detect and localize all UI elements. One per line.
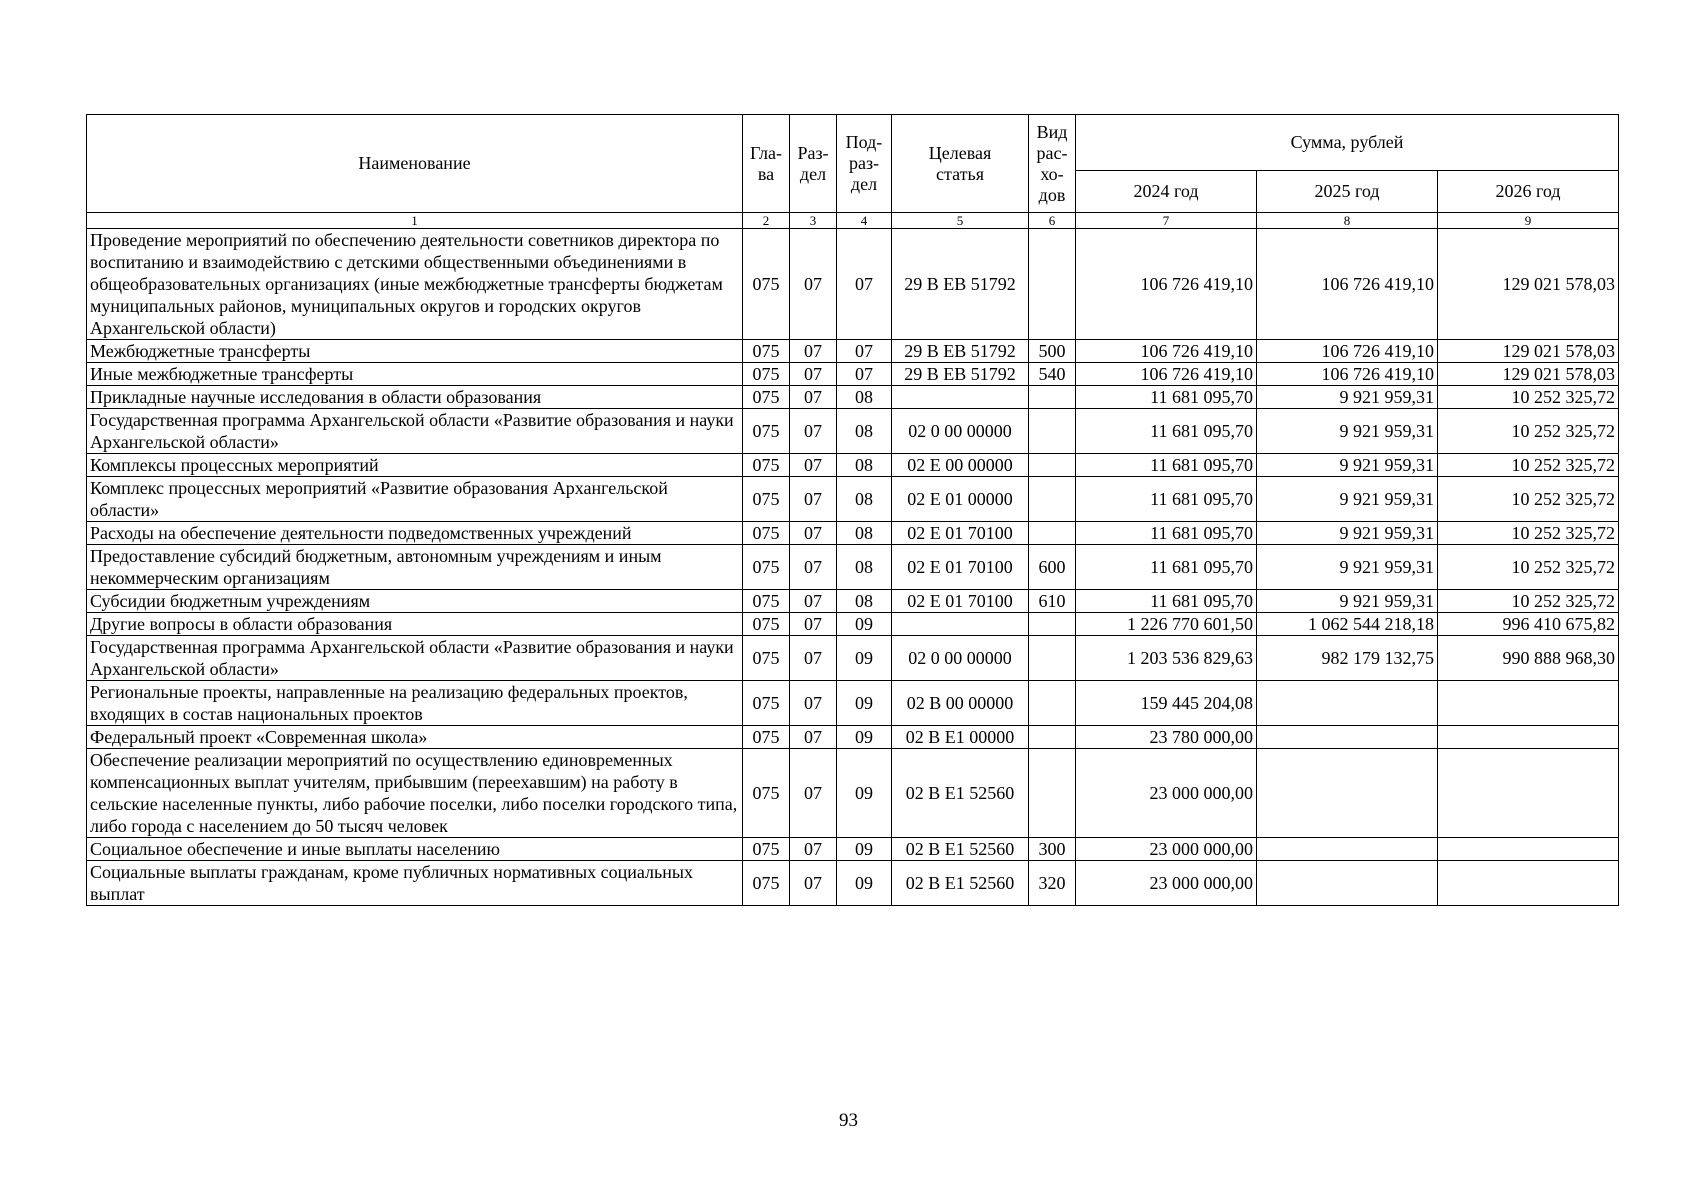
row-amount-2024-cell: 11 681 095,70: [1076, 454, 1257, 477]
row-vid-rashodov-cell: [1029, 636, 1076, 681]
row-name-cell: Проведение мероприятий по обеспечению деятельности советников директора по воспитанию и взаимодействию с детскими общественными объединениями в общеобразовательных организациях (иные межбюджетные трансферты бюджетам муниципальных районов, муниципальных округов и городских округов Архангельской области): [87, 229, 743, 340]
table-row: [87, 340, 1619, 363]
row-amount-2026-cell: 10 252 325,72: [1438, 409, 1619, 454]
row-amount-2026-cell: [1438, 861, 1619, 906]
row-name-cell: Государственная программа Архангельской области «Развитие образования и науки Архангельской области»: [87, 409, 743, 454]
column-number: 2: [743, 213, 790, 229]
row-celevaya-statya-cell: 02 В Е1 00000: [892, 726, 1029, 749]
row-amount-2024-cell: 106 726 419,10: [1076, 363, 1257, 386]
row-amount-2025-cell: 982 179 132,75: [1257, 636, 1438, 681]
row-amount-2025-cell: [1257, 861, 1438, 906]
row-celevaya-statya-cell: 29 В ЕВ 51792: [892, 229, 1029, 340]
row-vid-rashodov-cell: 500: [1029, 340, 1076, 363]
header-2026: 2026 год: [1438, 171, 1619, 213]
row-name-cell: Комплексы процессных мероприятий: [87, 454, 743, 477]
row-amount-2024-cell: 106 726 419,10: [1076, 340, 1257, 363]
row-celevaya-statya-cell: 02 Е 01 70100: [892, 545, 1029, 590]
row-celevaya-statya-cell: 29 В ЕВ 51792: [892, 363, 1029, 386]
column-number: 4: [837, 213, 892, 229]
row-podrazdel-cell: 09: [837, 636, 892, 681]
row-razdel-cell: 07: [790, 590, 837, 613]
row-vid-rashodov-cell: 320: [1029, 861, 1076, 906]
column-number: 7: [1076, 213, 1257, 229]
row-glava-cell: 075: [743, 477, 790, 522]
row-podrazdel-cell: 09: [837, 861, 892, 906]
row-name-cell: Расходы на обеспечение деятельности подведомственных учреждений: [87, 522, 743, 545]
row-amount-2024-cell: 23 000 000,00: [1076, 749, 1257, 838]
row-celevaya-statya-cell: 02 В 00 00000: [892, 681, 1029, 726]
row-razdel-cell: 07: [790, 545, 837, 590]
row-razdel-cell: 07: [790, 749, 837, 838]
row-amount-2026-cell: 129 021 578,03: [1438, 340, 1619, 363]
row-razdel-cell: 07: [790, 613, 837, 636]
row-razdel-cell: 07: [790, 454, 837, 477]
column-number: 3: [790, 213, 837, 229]
table-row: [87, 838, 1619, 861]
row-vid-rashodov-cell: [1029, 613, 1076, 636]
table-row: [87, 636, 1619, 681]
row-vid-rashodov-cell: [1029, 454, 1076, 477]
row-amount-2025-cell: [1257, 838, 1438, 861]
table-body: [87, 229, 1619, 906]
row-glava-cell: 075: [743, 726, 790, 749]
table-row: [87, 726, 1619, 749]
row-vid-rashodov-cell: 540: [1029, 363, 1076, 386]
row-name-cell: Другие вопросы в области образования: [87, 613, 743, 636]
row-amount-2026-cell: 10 252 325,72: [1438, 590, 1619, 613]
row-glava-cell: 075: [743, 386, 790, 409]
row-amount-2024-cell: 11 681 095,70: [1076, 409, 1257, 454]
row-celevaya-statya-cell: [892, 613, 1029, 636]
row-amount-2025-cell: 9 921 959,31: [1257, 409, 1438, 454]
column-number: 1: [87, 213, 743, 229]
row-podrazdel-cell: 09: [837, 681, 892, 726]
row-amount-2025-cell: 106 726 419,10: [1257, 363, 1438, 386]
row-razdel-cell: 07: [790, 522, 837, 545]
row-glava-cell: 075: [743, 340, 790, 363]
row-podrazdel-cell: 09: [837, 613, 892, 636]
row-name-cell: Иные межбюджетные трансферты: [87, 363, 743, 386]
header-2024: 2024 год: [1076, 171, 1257, 213]
row-amount-2026-cell: [1438, 838, 1619, 861]
row-vid-rashodov-cell: 610: [1029, 590, 1076, 613]
row-razdel-cell: 07: [790, 409, 837, 454]
header-vid-rashodov: Вид рас- хо- дов: [1029, 115, 1076, 213]
row-celevaya-statya-cell: 02 Е 01 70100: [892, 522, 1029, 545]
header-name: Наименование: [87, 115, 743, 213]
row-amount-2025-cell: 9 921 959,31: [1257, 454, 1438, 477]
column-number: 8: [1257, 213, 1438, 229]
row-vid-rashodov-cell: 300: [1029, 838, 1076, 861]
row-vid-rashodov-cell: [1029, 726, 1076, 749]
row-celevaya-statya-cell: 02 В Е1 52560: [892, 861, 1029, 906]
budget-table: [86, 114, 1619, 906]
row-podrazdel-cell: 08: [837, 545, 892, 590]
row-razdel-cell: 07: [790, 681, 837, 726]
row-razdel-cell: 07: [790, 386, 837, 409]
row-podrazdel-cell: 08: [837, 477, 892, 522]
row-celevaya-statya-cell: 29 В ЕВ 51792: [892, 340, 1029, 363]
row-podrazdel-cell: 08: [837, 409, 892, 454]
row-vid-rashodov-cell: [1029, 229, 1076, 340]
row-razdel-cell: 07: [790, 477, 837, 522]
row-glava-cell: 075: [743, 838, 790, 861]
table-row: [87, 681, 1619, 726]
row-amount-2026-cell: [1438, 726, 1619, 749]
row-amount-2025-cell: [1257, 726, 1438, 749]
row-vid-rashodov-cell: [1029, 386, 1076, 409]
table-row: [87, 363, 1619, 386]
row-celevaya-statya-cell: 02 В Е1 52560: [892, 838, 1029, 861]
table-row: [87, 386, 1619, 409]
row-glava-cell: 075: [743, 613, 790, 636]
header-celevaya-statya: Целевая статья: [892, 115, 1029, 213]
table-row: [87, 590, 1619, 613]
header-podrazdel: Под- раз- дел: [837, 115, 892, 213]
column-number: 9: [1438, 213, 1619, 229]
column-numbers-row: [87, 213, 1619, 229]
row-podrazdel-cell: 07: [837, 229, 892, 340]
header-2025: 2025 год: [1257, 171, 1438, 213]
table-row: [87, 613, 1619, 636]
row-podrazdel-cell: 09: [837, 726, 892, 749]
table-row: [87, 545, 1619, 590]
row-amount-2024-cell: 23 000 000,00: [1076, 861, 1257, 906]
page-number: 93: [839, 1110, 858, 1131]
table-row: [87, 749, 1619, 838]
row-podrazdel-cell: 08: [837, 522, 892, 545]
row-amount-2025-cell: [1257, 749, 1438, 838]
row-amount-2025-cell: 9 921 959,31: [1257, 522, 1438, 545]
row-razdel-cell: 07: [790, 229, 837, 340]
row-amount-2024-cell: 23 780 000,00: [1076, 726, 1257, 749]
table-row: [87, 477, 1619, 522]
row-vid-rashodov-cell: [1029, 477, 1076, 522]
row-amount-2025-cell: 9 921 959,31: [1257, 590, 1438, 613]
row-podrazdel-cell: 07: [837, 363, 892, 386]
row-vid-rashodov-cell: 600: [1029, 545, 1076, 590]
row-celevaya-statya-cell: 02 0 00 00000: [892, 636, 1029, 681]
row-razdel-cell: 07: [790, 363, 837, 386]
row-amount-2025-cell: 9 921 959,31: [1257, 545, 1438, 590]
row-name-cell: Предоставление субсидий бюджетным, автономным учреждениям и иным некоммерческим организациям: [87, 545, 743, 590]
row-name-cell: Региональные проекты, направленные на реализацию федеральных проектов, входящих в состав национальных проектов: [87, 681, 743, 726]
row-glava-cell: 075: [743, 363, 790, 386]
row-amount-2026-cell: 10 252 325,72: [1438, 522, 1619, 545]
header-glava: Гла- ва: [743, 115, 790, 213]
row-celevaya-statya-cell: [892, 386, 1029, 409]
row-name-cell: Обеспечение реализации мероприятий по осуществлению единовременных компенсационных выплат учителям, прибывшим (переехавшим) на работу в сельские населенные пункты, либо рабочие поселки, либо поселки городского типа, либо города с населением до 50 тысяч человек: [87, 749, 743, 838]
row-name-cell: Государственная программа Архангельской области «Развитие образования и науки Архангельской области»: [87, 636, 743, 681]
row-glava-cell: 075: [743, 454, 790, 477]
row-amount-2025-cell: 9 921 959,31: [1257, 477, 1438, 522]
row-vid-rashodov-cell: [1029, 681, 1076, 726]
row-name-cell: Социальное обеспечение и иные выплаты населению: [87, 838, 743, 861]
row-amount-2025-cell: [1257, 681, 1438, 726]
row-glava-cell: 075: [743, 522, 790, 545]
row-glava-cell: 075: [743, 409, 790, 454]
row-razdel-cell: 07: [790, 340, 837, 363]
row-vid-rashodov-cell: [1029, 522, 1076, 545]
row-celevaya-statya-cell: 02 Е 01 70100: [892, 590, 1029, 613]
row-podrazdel-cell: 09: [837, 749, 892, 838]
row-name-cell: Межбюджетные трансферты: [87, 340, 743, 363]
row-glava-cell: 075: [743, 229, 790, 340]
row-amount-2026-cell: 10 252 325,72: [1438, 545, 1619, 590]
row-amount-2025-cell: 106 726 419,10: [1257, 229, 1438, 340]
row-name-cell: Комплекс процессных мероприятий «Развитие образования Архангельской области»: [87, 477, 743, 522]
row-podrazdel-cell: 09: [837, 838, 892, 861]
row-podrazdel-cell: 08: [837, 454, 892, 477]
table-row: [87, 454, 1619, 477]
row-amount-2025-cell: 9 921 959,31: [1257, 386, 1438, 409]
header-summa: Сумма, рублей: [1076, 115, 1619, 171]
row-amount-2024-cell: 106 726 419,10: [1076, 229, 1257, 340]
row-glava-cell: 075: [743, 749, 790, 838]
row-amount-2026-cell: [1438, 749, 1619, 838]
row-amount-2026-cell: 10 252 325,72: [1438, 386, 1619, 409]
row-glava-cell: 075: [743, 636, 790, 681]
row-razdel-cell: 07: [790, 861, 837, 906]
row-amount-2024-cell: 11 681 095,70: [1076, 590, 1257, 613]
row-amount-2024-cell: 1 203 536 829,63: [1076, 636, 1257, 681]
row-razdel-cell: 07: [790, 636, 837, 681]
row-amount-2024-cell: 11 681 095,70: [1076, 545, 1257, 590]
row-glava-cell: 075: [743, 545, 790, 590]
row-amount-2026-cell: 129 021 578,03: [1438, 229, 1619, 340]
row-amount-2024-cell: 159 445 204,08: [1076, 681, 1257, 726]
row-amount-2024-cell: 11 681 095,70: [1076, 477, 1257, 522]
column-number: 6: [1029, 213, 1076, 229]
table-row: [87, 229, 1619, 340]
row-name-cell: Субсидии бюджетным учреждениям: [87, 590, 743, 613]
row-celevaya-statya-cell: 02 Е 01 00000: [892, 477, 1029, 522]
row-amount-2024-cell: 23 000 000,00: [1076, 838, 1257, 861]
row-amount-2025-cell: 1 062 544 218,18: [1257, 613, 1438, 636]
row-vid-rashodov-cell: [1029, 409, 1076, 454]
row-name-cell: Федеральный проект «Современная школа»: [87, 726, 743, 749]
row-podrazdel-cell: 08: [837, 386, 892, 409]
row-amount-2026-cell: 129 021 578,03: [1438, 363, 1619, 386]
row-amount-2026-cell: 10 252 325,72: [1438, 454, 1619, 477]
row-razdel-cell: 07: [790, 838, 837, 861]
row-vid-rashodov-cell: [1029, 749, 1076, 838]
row-amount-2026-cell: 10 252 325,72: [1438, 477, 1619, 522]
row-name-cell: Социальные выплаты гражданам, кроме публичных нормативных социальных выплат: [87, 861, 743, 906]
row-glava-cell: 075: [743, 681, 790, 726]
row-amount-2026-cell: 996 410 675,82: [1438, 613, 1619, 636]
row-razdel-cell: 07: [790, 726, 837, 749]
header-razdel: Раз- дел: [790, 115, 837, 213]
row-celevaya-statya-cell: 02 В Е1 52560: [892, 749, 1029, 838]
row-amount-2026-cell: [1438, 681, 1619, 726]
row-amount-2024-cell: 1 226 770 601,50: [1076, 613, 1257, 636]
table-row: [87, 409, 1619, 454]
row-amount-2024-cell: 11 681 095,70: [1076, 386, 1257, 409]
column-number: 5: [892, 213, 1029, 229]
row-name-cell: Прикладные научные исследования в области образования: [87, 386, 743, 409]
table-row: [87, 861, 1619, 906]
row-amount-2026-cell: 990 888 968,30: [1438, 636, 1619, 681]
row-podrazdel-cell: 07: [837, 340, 892, 363]
row-amount-2024-cell: 11 681 095,70: [1076, 522, 1257, 545]
row-celevaya-statya-cell: 02 0 00 00000: [892, 409, 1029, 454]
row-glava-cell: 075: [743, 861, 790, 906]
table-row: [87, 522, 1619, 545]
row-podrazdel-cell: 08: [837, 590, 892, 613]
row-celevaya-statya-cell: 02 Е 00 00000: [892, 454, 1029, 477]
row-amount-2025-cell: 106 726 419,10: [1257, 340, 1438, 363]
row-glava-cell: 075: [743, 590, 790, 613]
